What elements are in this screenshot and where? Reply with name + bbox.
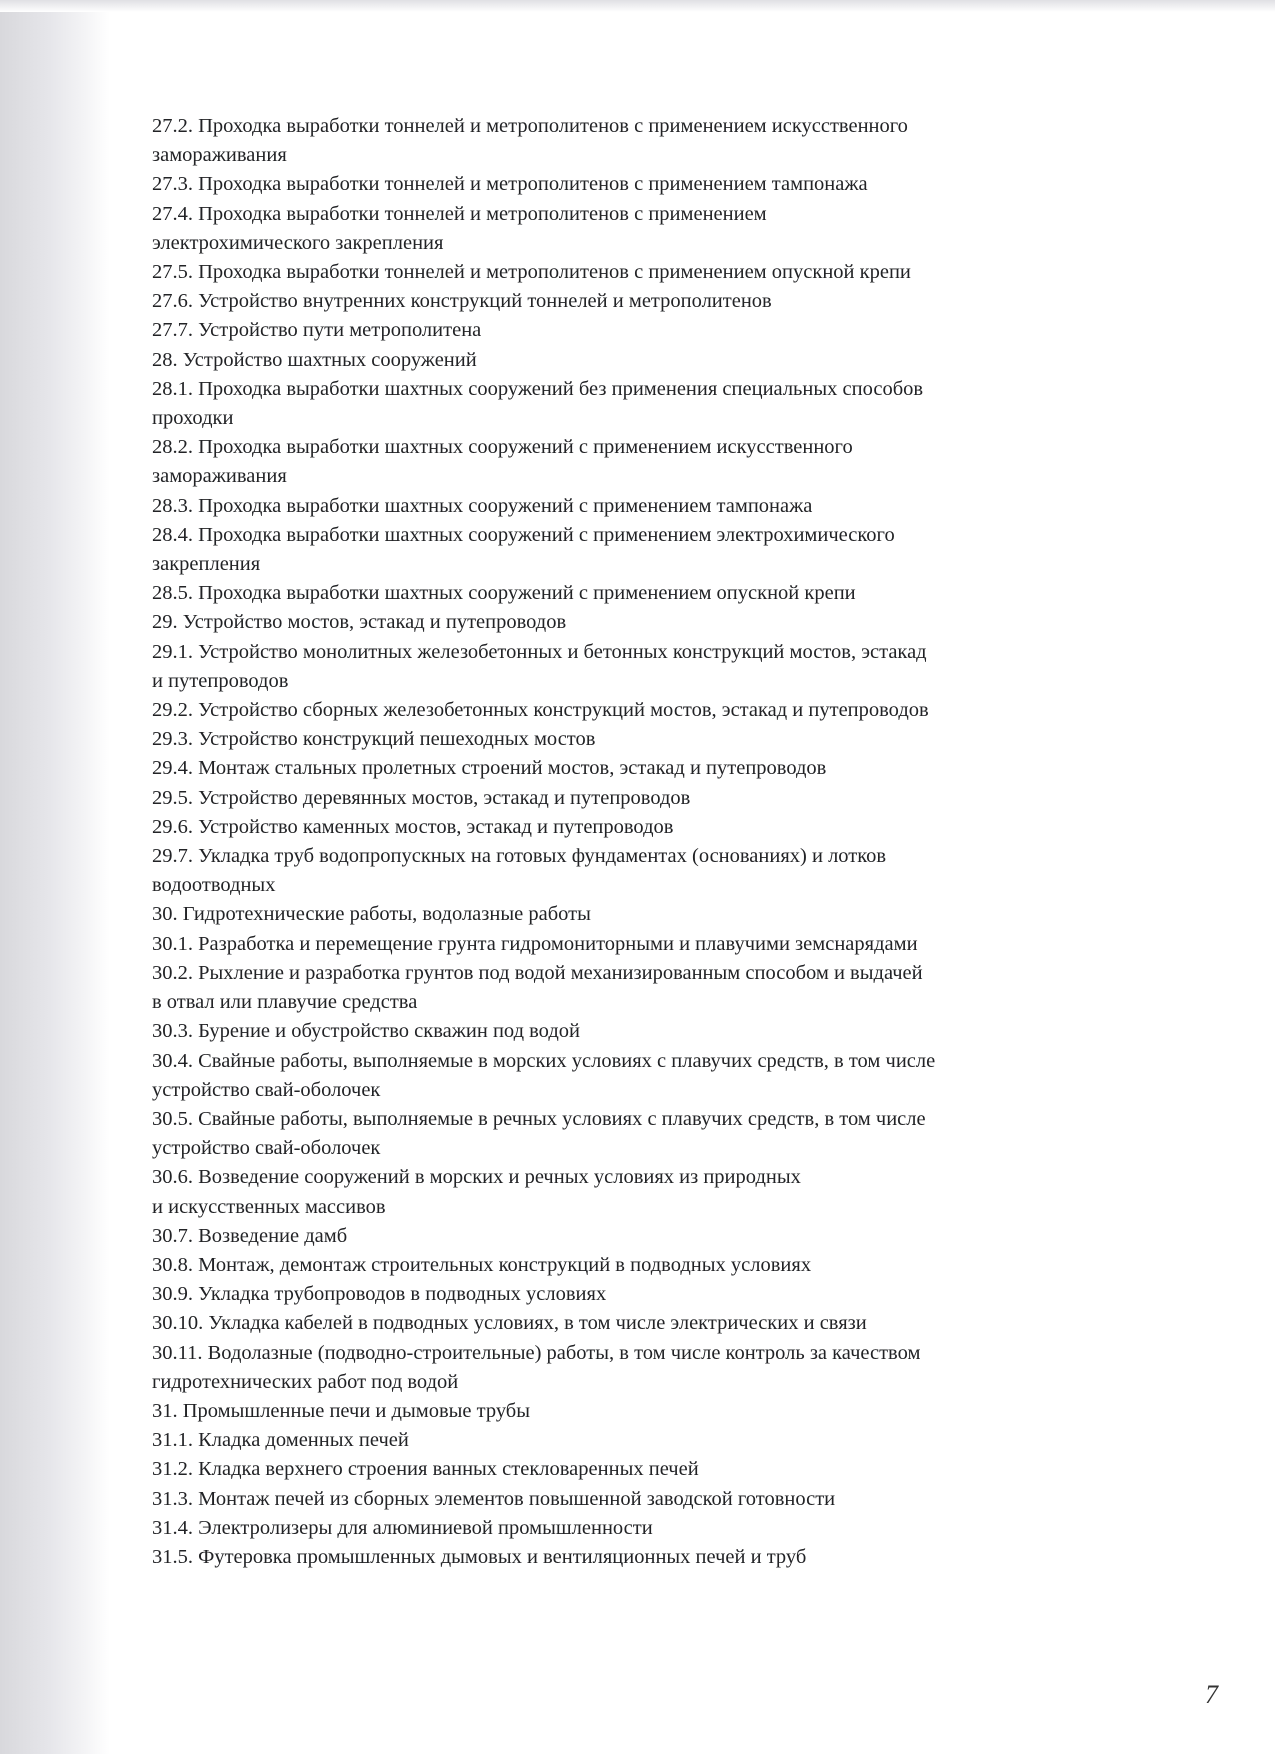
text-line: 28.3. Проходка выработки шахтных сооружений с применением тампонажа [152,494,813,517]
text-line: 31.2. Кладка верхнего строения ванных стекловаренных печей [152,1458,699,1481]
text-line: 27.2. Проходка выработки тоннелей и метрополитенов с применением искусственного [152,115,908,137]
text-line: 29.1. Устройство монолитных железобетонных и бетонных конструкций мостов, эстакад [152,640,927,663]
text-line: 30.6. Возведение сооружений в морских и речных условиях из природных [152,1166,801,1189]
text-line: 29.5. Устройство деревянных мостов, эстакад и путепроводов [152,786,691,809]
text-line: и искусственных массивов [152,1195,386,1218]
scan-top-edge [0,0,1275,12]
text-line: 31.4. Электролизеры для алюминиевой промышленности [152,1516,653,1539]
text-line: проходки [152,407,234,430]
text-line: 31.5. Футеровка промышленных дымовых и вентиляционных печей и труб [152,1545,807,1568]
text-line: 31.1. Кладка доменных печей [152,1429,409,1452]
text-line: 29.4. Монтаж стальных пролетных строений мостов, эстакад и путепроводов [152,757,827,780]
page-number: 7 [1205,1680,1218,1709]
text-line: гидротехнических работ под водой [152,1370,459,1393]
text-line: 30.8. Монтаж, демонтаж строительных конструкций в подводных условиях [152,1253,812,1276]
text-line: 31. Промышленные печи и дымовые трубы [152,1399,530,1422]
text-line: 30. Гидротехнические работы, водолазные работы [152,903,591,926]
text-line: электрохимического закрепления [152,231,444,254]
text-line: и путепроводов [152,669,289,692]
text-line: 30.7. Возведение дамб [152,1224,348,1247]
text-line: 30.4. Свайные работы, выполняемые в морских условиях с плавучих средств, в том числе [152,1049,936,1072]
text-line: 27.4. Проходка выработки тоннелей и метрополитенов с применением [152,202,767,225]
text-line: 28.4. Проходка выработки шахтных сооружений с применением электрохимического [152,523,895,546]
text-line: 27.3. Проходка выработки тоннелей и метрополитенов с применением тампонажа [152,173,868,196]
text-line: 28.2. Проходка выработки шахтных сооружений с применением искусственного [152,436,853,459]
text-line: устройство свай-оболочек [152,1137,381,1160]
scan-edge-shadow [0,0,110,1754]
text-line: в отвал или плавучие средства [152,991,418,1014]
text-line: замораживания [152,465,287,488]
text-line: 30.11. Водолазные (подводно-строительные) работы, в том числе контроль за качеством [152,1341,921,1364]
text-line: 30.2. Рыхление и разработка грунтов под водой механизированным способом и выдачей [152,961,923,984]
text-line: замораживания [152,144,287,167]
text-line: 31.3. Монтаж печей из сборных элементов повышенной заводской готовности [152,1487,836,1510]
text-line: 29.6. Устройство каменных мостов, эстакад и путепроводов [152,815,674,838]
text-line: 29.7. Укладка труб водопропускных на готовых фундаментах (основаниях) и лотков [152,845,887,868]
text-line: водоотводных [152,874,276,897]
text-line: 28.1. Проходка выработки шахтных сооружений без применения специальных способов [152,377,924,400]
text-line: 30.10. Укладка кабелей в подводных условиях, в том числе электрических и связи [152,1312,867,1335]
text-line: закрепления [152,553,261,576]
text-line: 29.3. Устройство конструкций пешеходных мостов [152,728,596,751]
text-line: 27.7. Устройство пути метрополитена [152,319,482,342]
text-line: 30.3. Бурение и обустройство скважин под водой [152,1020,580,1043]
text-line: 27.5. Проходка выработки тоннелей и метрополитенов с применением опускной крепи [152,261,911,284]
text-line: 30.9. Укладка трубопроводов в подводных условиях [152,1283,607,1306]
text-line: 29.2. Устройство сборных железобетонных конструкций мостов, эстакад и путепроводов [152,699,929,722]
text-line: 30.5. Свайные работы, выполняемые в речных условиях с плавучих средств, в том числе [152,1107,926,1130]
text-line: устройство свай-оболочек [152,1078,381,1101]
text-line: 27.6. Устройство внутренних конструкций тоннелей и метрополитенов [152,290,772,313]
document-body [152,112,1132,1592]
text-line: 29. Устройство мостов, эстакад и путепроводов [152,611,567,634]
text-line: 30.1. Разработка и перемещение грунта гидромониторными и плавучими земснарядами [152,932,918,955]
text-line: 28.5. Проходка выработки шахтных сооружений с применением опускной крепи [152,582,856,605]
text-line: 28. Устройство шахтных сооружений [152,348,477,371]
